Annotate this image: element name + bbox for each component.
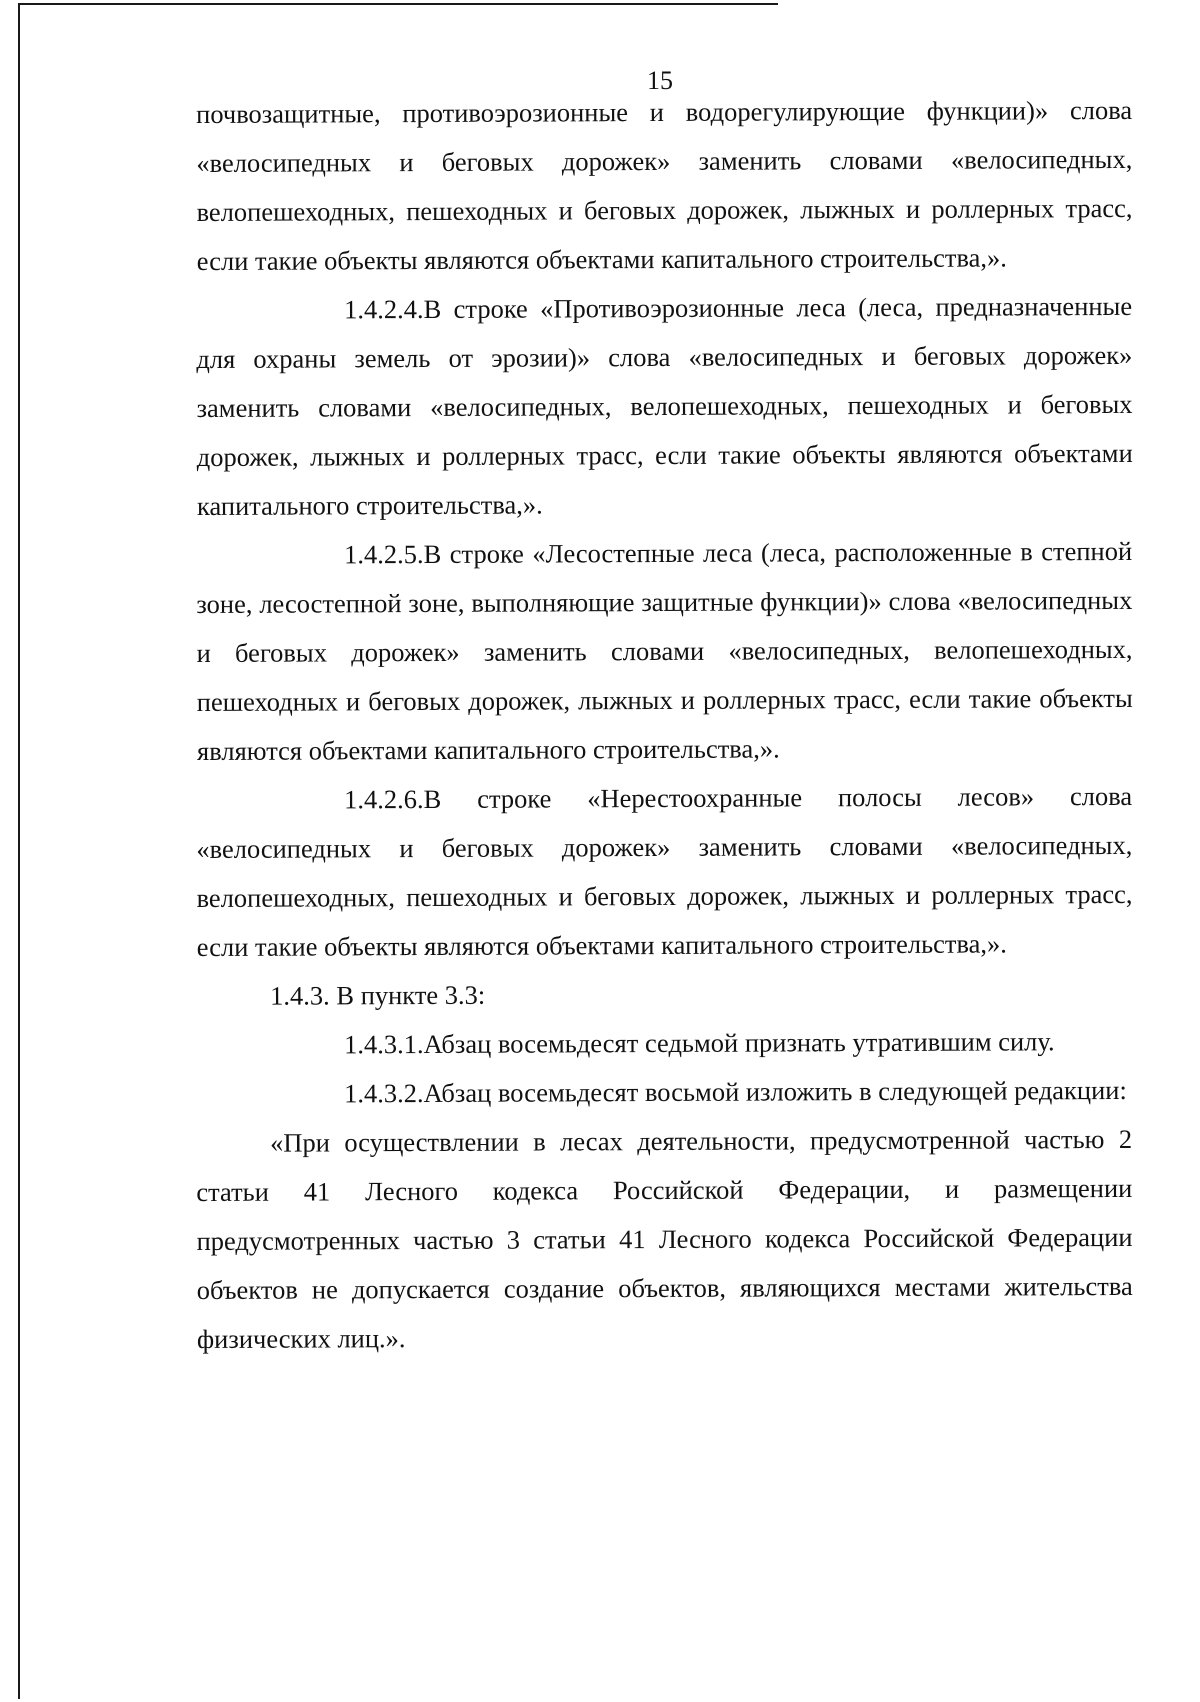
paragraph-1-4-2-5 [196,527,1133,776]
paragraph-1-4-3-2 [196,1066,1132,1119]
paragraph-1-4-3-1 [196,1017,1132,1070]
scan-border-top [18,3,778,5]
paragraph-text: Абзац восемьдесят седьмой признать утратившим силу. [423,1026,1055,1060]
paragraph-1-4-3 [196,968,1132,1021]
paragraph-text: почвозащитные, противоэрозионные и водорегулирующие функции)» слова «велосипедных и беговых дорожек» заменить словами «велосипедных, велопешеходных, пешеходных и беговых дорожек, лыжных и роллерных трасс, если такие объекты являются объектами капитального строительства,». [196,94,1133,276]
paragraph-number: 1.4.2.6. [344,784,424,815]
paragraph-number: 1.4.2.4. [344,294,424,325]
paragraph-text: В строке «Лесостепные леса (леса, расположенные в степной зоне, лесостепной зоне, выполняющие защитные функции)» слова «велосипедных и беговых дорожек» заменить словами «велосипедных, велопешеходных, пешеходных и беговых дорожек, лыжных и роллерных трасс, если такие объекты являются объектами капитального строительства,». [196,535,1133,766]
paragraph-1-4-2-6 [196,772,1133,972]
paragraph-number: 1.4.2.5. [344,539,424,570]
paragraph-text: 1.4.3. В пункте 3.3: [270,979,486,1011]
paragraph-text: Абзац восемьдесят восьмой изложить в следующей редакции: [423,1074,1127,1109]
scan-border-left [18,3,20,1699]
paragraph-number: 1.4.3.1. [344,1029,424,1060]
document-body [196,90,1132,1364]
paragraph-text: «При осуществлении в лесах деятельности, предусмотренной частью 2 статьи 41 Лесного кодекса Российской Федерации, и размещении предусмотренных частью 3 статьи 41 Лесного кодекса Российской Федерации объектов не допускается создание объектов, являющихся местами жительства физических лиц.». [196,1123,1133,1354]
paragraph-continuation [196,86,1133,286]
page-number: 15 [647,66,673,95]
paragraph-quoted-new-text [196,1115,1133,1364]
paragraph-text: В строке «Нерестоохранные полосы лесов» слова «велосипедных и беговых дорожек» заменить словами «велосипедных, велопешеходных, пешеходных и беговых дорожек, лыжных и роллерных трасс, если такие объекты являются объектами капитального строительства,». [196,780,1133,962]
paragraph-text: В строке «Противоэрозионные леса (леса, предназначенные для охраны земель от эрозии)» слова «велосипедных и беговых дорожек» заменить словами «велосипедных, велопешеходных, пешеходных и беговых дорожек, лыжных и роллерных трасс, если такие объекты являются объектами капитального строительства,». [196,290,1133,521]
paragraph-1-4-2-4 [196,282,1133,531]
paragraph-number: 1.4.3.2. [344,1078,424,1109]
